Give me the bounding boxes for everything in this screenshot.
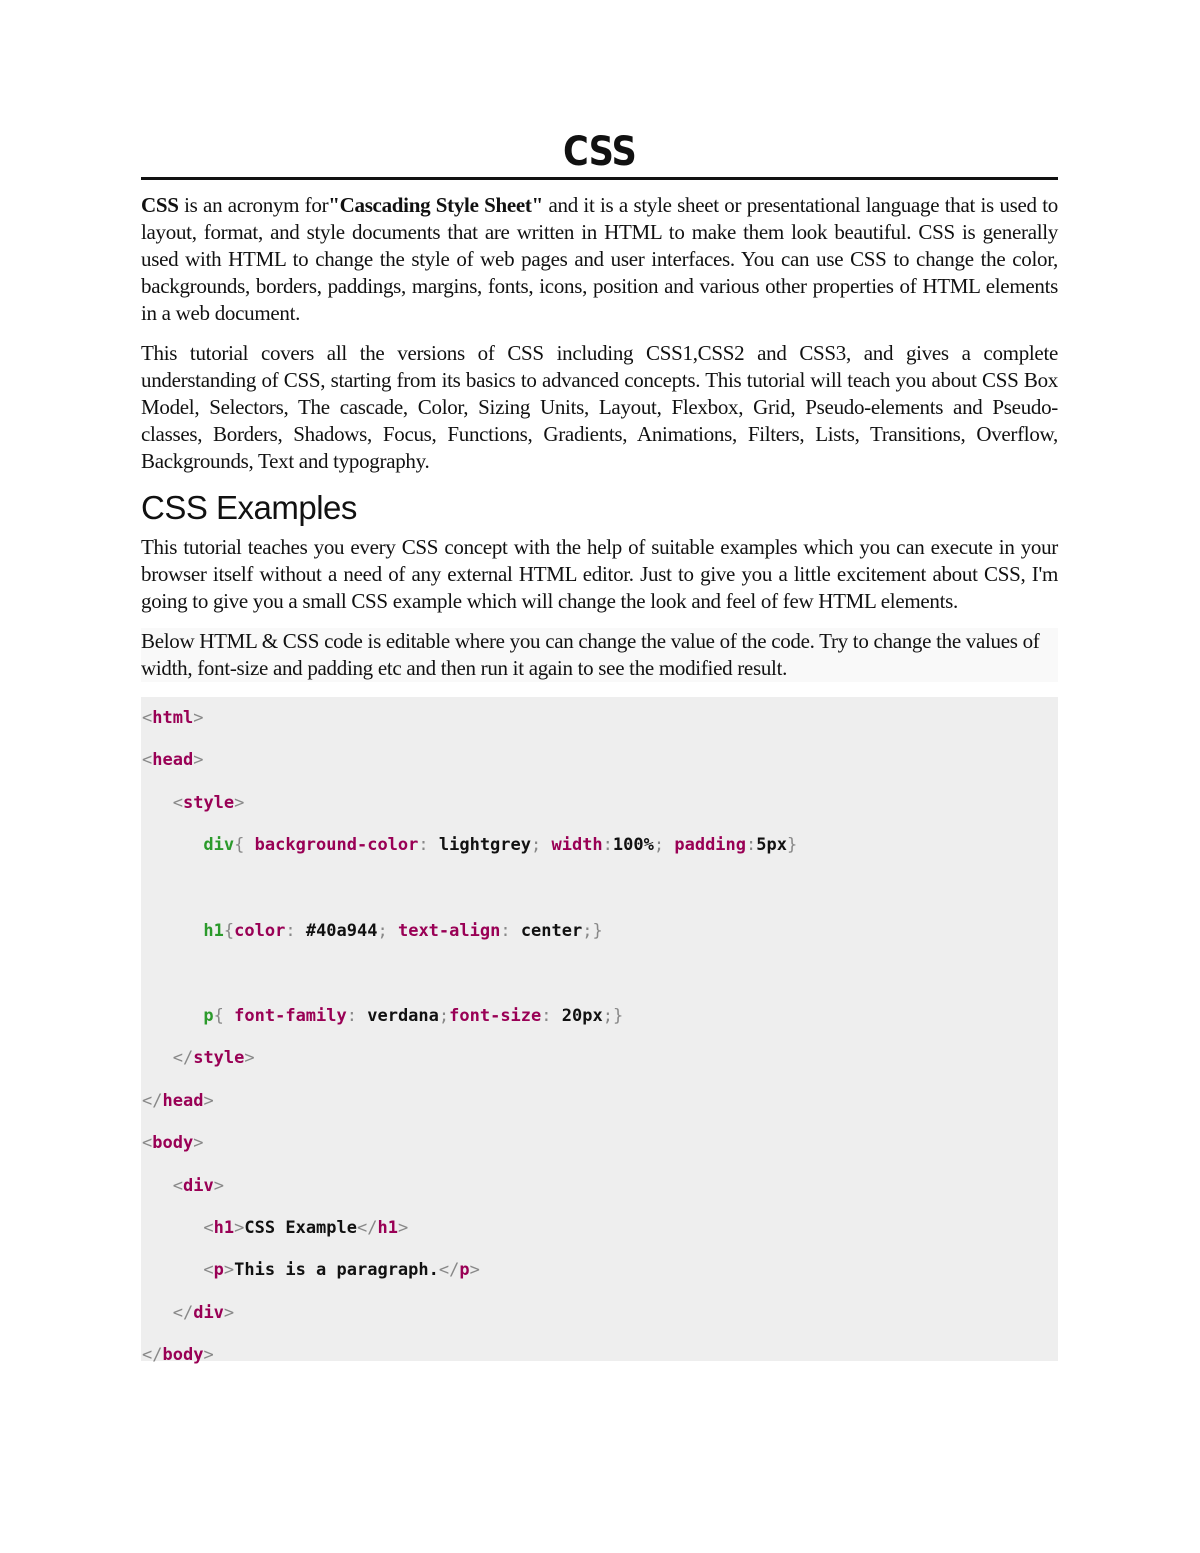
code-value: 20px [561,1005,603,1026]
intro-lead-bold: CSS [141,193,179,217]
code-line: p{ font-family: verdana;font-size: 20px;} [203,1005,624,1026]
editable-note-text: Below HTML & CSS code is editable where you can change the value of the code. Try to change the values of width, font-size and padding etc and then run it again to see the modified result. [141,629,1040,680]
code-tag: div [182,1175,214,1196]
code-selector: div [203,835,235,856]
document-page [141,128,1058,1366]
code-line: <style> [172,792,245,813]
code-tag: style [193,1048,245,1069]
intro-text-2: and it is a style sheet or presentational language that is used to layout, format, and style documents that are written in HTML to make them look beautiful. CSS is generally used with HTML to change the style of web pages and user interfaces. You can use CSS to change the color, backgrounds, borders, paddings, margins, fonts, icons, position and various other properties of HTML elements in a web document. [141,193,1058,325]
code-tag: head [152,750,194,771]
code-line: </div> [172,1302,235,1323]
code-blank-line [141,960,1058,1003]
code-value: 100% [612,835,654,856]
code-tag: h1 [213,1217,235,1238]
code-selector: h1 [203,920,224,941]
code-value: 5px [756,835,787,856]
code-line: <body> [142,1133,204,1154]
code-tag: style [182,792,235,813]
code-property: font-size [449,1005,542,1026]
code-line: <h1>CSS Example</h1> [203,1217,409,1238]
code-line: <div> [172,1175,224,1196]
code-line: </head> [142,1090,214,1111]
code-example-block[interactable] [141,697,1058,1366]
examples-paragraph: This tutorial teaches you every CSS concept with the help of suitable examples which you can execute in your browser itself without a need of any external HTML editor. Just to give you a little excitement about CSS, I'm going to give you a small CSS example which will change the look and feel of few HTML elements. [141,535,1058,613]
code-line: h1{color: #40a944; text-align: center;} [203,920,603,941]
code-text: This is a paragraph. [234,1260,439,1281]
code-line: div{ background-color: lightgrey; width:100%; padding:5px} [203,835,798,856]
section-heading: CSS Examples [141,489,357,526]
code-property: color [234,920,286,941]
code-line: <html> [142,708,204,728]
code-tag: body [152,1133,194,1154]
code-value: #40a944 [305,920,378,941]
code-text: CSS Example [244,1217,357,1238]
code-tag: p [459,1260,470,1281]
code-property: padding [674,835,747,856]
code-tag: body [162,1345,204,1366]
code-line: <head> [142,750,204,771]
code-value: center [520,920,583,941]
code-property: background-color [254,835,419,856]
code-tag: h1 [377,1217,398,1238]
editable-note [141,628,1058,682]
code-value: lightgrey [438,835,531,856]
code-tag: div [193,1302,224,1323]
page-title: CSS [563,129,636,175]
code-line: <p>This is a paragraph.</p> [203,1260,480,1281]
code-line: </style> [172,1048,255,1069]
versions-paragraph: This tutorial covers all the versions of CSS including CSS1,CSS2 and CSS3, and gives a complete understanding of CSS, starting from its basics to advanced concepts. This tutorial will teach you about CSS Box Model, Selectors, The cascade, Color, Sizing Units, Layout, Flexbox, Grid, Pseudo-elements and Pseudo-classes, Borders, Shadows, Focus, Functions, Gradients, Animations, Filters, Lists, Transitions, Overflow, Backgrounds, Text and typography. [141,341,1058,473]
title-divider [141,177,1058,180]
code-property: width [551,835,603,856]
code-tag: head [162,1090,204,1111]
code-tag: p [213,1260,224,1281]
intro-paragraph [141,192,1058,327]
intro-text-1: is an acronym for [178,193,329,217]
code-tag: html [152,708,194,728]
code-line: </body> [142,1345,214,1366]
code-blank-line [141,875,1058,918]
code-property: text-align [397,920,501,941]
intro-quoted-term: "Cascading Style Sheet" [328,193,543,217]
code-selector: p [203,1005,214,1026]
code-value: verdana [367,1005,439,1026]
code-property: font-family [234,1005,347,1026]
